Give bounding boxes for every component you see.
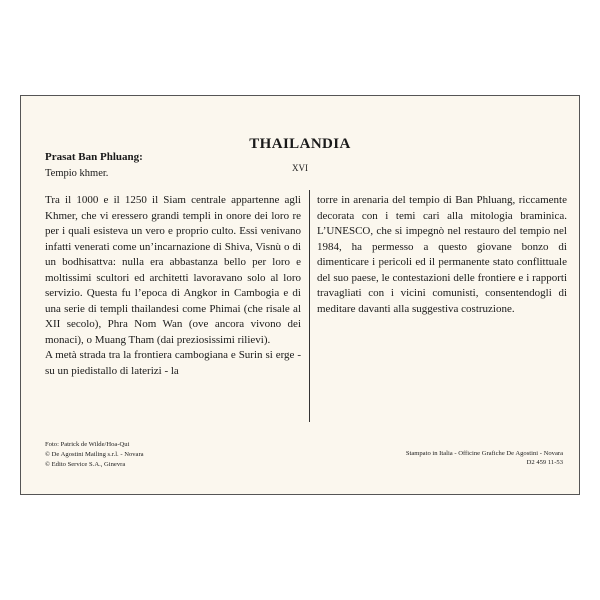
credit-line: © Edito Service S.A., Ginevra <box>45 461 126 468</box>
photo-credits <box>45 440 144 470</box>
subject-heading: Prasat Ban Phluang: <box>45 151 143 163</box>
postcard <box>20 95 580 495</box>
printer-line: Stampato in Italia - Officine Grafiche De Agostini - Novara <box>405 450 563 457</box>
credit-line: © De Agostini Mailing s.r.l. - Novara <box>45 451 144 458</box>
text-column-left <box>45 193 301 379</box>
catalog-code: D2 459 11-53 <box>526 459 563 466</box>
credit-line: Foto: Patrick de Wilde/Hoa-Qui <box>45 441 130 448</box>
text-column-right <box>317 193 567 317</box>
card-title: THAILANDIA <box>249 136 351 152</box>
printer-info <box>406 449 563 467</box>
subject-subtitle: Tempio khmer. <box>45 168 109 179</box>
paragraph: A metà strada tra la frontiera cambogiana e Surin si erge - su un piedistallo di laterizi - la <box>45 349 301 377</box>
paragraph: Tra il 1000 e il 1250 il Siam centrale appartenne agli Khmer, che vi eressero grandi templi in onore dei loro re per i quali esisteva un vero e proprio culto. Essi venivano infatti venerati come un’incarnazione di Shiva, Visnù o di un bodhisattva: nulla era abbastanza bello per loro e moltissimi scultori ed architetti lavoravano solo al loro servizio. Questa fu l’epoca di Angkor in Cambogia e di una serie di templi thailandesi come Phimai (che risale al XII secolo), Phra Nom Wan (ove ancora vivono dei monaci), o Muang Tham (dai preziosissimi rilievi). <box>45 194 301 346</box>
column-divider <box>309 190 310 422</box>
paragraph: torre in arenaria del tempio di Ban Phluang, riccamente decorata con i temi cari alla mitologia braminica. L’UNESCO, che si impegnò nel restauro del tempio nel 1984, ha permesso a questo giovane bonzo di dimenticare i pericoli ed il permanente stato conflittuale del suo paese, le contestazioni delle frontiere e i rapporti travagliati con i vicini comunisti, consentendogli di meditare davanti alla suggestiva costruzione. <box>317 194 567 315</box>
plate-number: XVI <box>292 163 308 173</box>
